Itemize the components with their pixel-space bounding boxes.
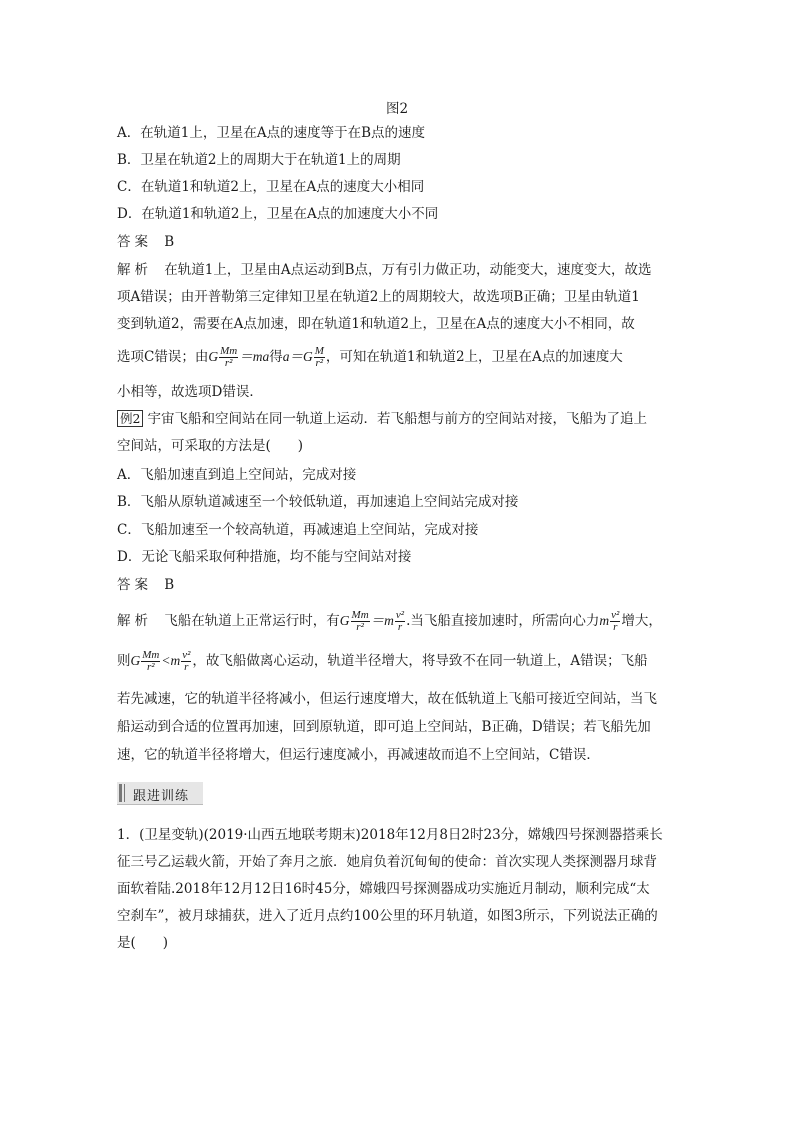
analysis-label: 解析 [117,613,152,629]
follow-q1-line-2: 征三号乙运载火箭，开始了奔月之旅．她肩负着沉甸甸的使命：首次实现人类探测器月球背 [117,854,657,870]
follow-q1-line-3: 面软着陆.2018年12月12日16时45分，嫦娥四号探测器成功实施近月制动，顺利完成“太 [117,881,650,897]
q1-analysis-line-2: 项A错误；由开普勒第三定律知卫星在轨道2上的周期较大，故选项B正确；卫星由轨道1 [117,289,640,305]
ex2-option-c: C．飞船加速至一个较高轨道，再减速追上空间站，完成对接 [117,522,479,538]
ex2-analysis-line-1 [117,608,662,634]
answer-value: B [164,577,175,593]
answer-label: 答案 [117,234,152,250]
figure-caption: 图2 [385,101,409,117]
analysis-text: ，故飞船做离心运动，轨道半径增大，将导致不在同一轨道上，A错误；飞船 [192,653,648,669]
ex2-stem-line-1 [117,410,647,428]
ex2-analysis-line-2 [117,648,648,674]
formula-fraction-m-r2 [314,346,325,369]
formula-fraction-mm-r2 [219,346,238,369]
frac-den: r² [315,357,324,369]
frac-num: v² [611,609,620,621]
analysis-text: 则 [117,653,131,669]
frac-den: r² [224,357,233,369]
analysis-text: 选项C错误；由 [117,349,209,365]
frac-num: Mm [142,649,160,661]
frac-den: r² [147,661,155,673]
analysis-label: 解析 [117,262,152,278]
formula-g: G [339,613,350,628]
q1-analysis-line-3: 变到轨道2，需要在A点加速，即在轨道1和轨道2上，卫星在A点的速度大小不相同，故 [117,316,635,332]
ex2-option-d: D．无论飞船采取何种措施，均不能与空间站对接 [117,549,412,565]
formula-eq-m: ＝m [370,613,394,628]
formula-fraction-mm-r2 [351,610,370,633]
section-title: 跟进训练 [133,789,190,804]
ex2-stem-line-2: 空间站，可采取的方法是( ) [117,438,304,454]
frac-den: r [184,661,189,673]
frac-num: Mm [351,609,369,621]
ex2-analysis-line-5: 速，它的轨道半径将增大，但运行速度减小，再减速故而追不上空间站，C错误． [117,747,600,763]
frac-num: Mm [220,345,238,357]
q1-analysis-line-5: 小相等，故选项D错误． [117,384,263,400]
formula-a-eq-g: a＝G [282,349,313,364]
q1-option-a: A．在轨道1上，卫星在A点的速度等于在B点的速度 [117,125,426,141]
follow-q1-line-5: 是( ) [117,935,169,951]
follow-q1-line-4: 空刹车”，被月球捕获，进入了近月点约100公里的环月轨道，如图3所示，下列说法正确的 [117,908,658,924]
example-tag: 例2 [117,410,143,427]
formula-fraction-v2-r [610,610,620,633]
stem-text: 宇宙飞船和空间站在同一轨道上运动．若飞船想与前方的空间站对接，飞船为了追上 [147,411,647,427]
analysis-text: 飞船在轨道上正常运行时，有 [164,613,340,629]
section-header [117,782,203,805]
section-bar-icon [119,784,122,802]
frac-den: r [397,621,403,633]
frac-num: v² [182,649,191,661]
formula-eq-ma: ＝ma [239,349,270,364]
ex2-analysis-line-3: 若先减速，它的轨道半径将减小，但运行速度增大，故在低轨道上飞船可接近空间站，当飞 [117,691,657,707]
q1-option-c: C．在轨道1和轨道2上，卫星在A点的速度大小相同 [117,179,425,195]
q1-option-b: B．卫星在轨道2上的周期大于在轨道1上的周期 [117,152,401,168]
frac-den: r² [356,621,364,633]
analysis-text: .当飞船直接加速时，所需向心力 [406,613,600,629]
analysis-text: 得 [269,349,283,365]
formula-m: m [599,613,610,628]
follow-q1-line-1: 1．(卫星变轨)(2019·山西五地联考期末)2018年12月8日2时23分，嫦娥四号探测器搭乘长 [117,827,663,843]
ex2-analysis-line-4: 船运动到合适的位置再加速，回到原轨道，即可追上空间站，B正确，D错误；若飞船先加 [117,719,651,735]
ex2-answer [117,576,174,594]
ex2-option-a: A．飞船加速直到追上空间站，完成对接 [117,467,357,483]
analysis-text: 在轨道1上，卫星由A点运动到B点，万有引力做正功，动能变大，速度变大，故选 [164,262,652,278]
q1-option-d: D．在轨道1和轨道2上，卫星在A点的加速度大小不同 [117,206,439,222]
q1-answer [117,233,174,251]
frac-num: v² [395,609,405,621]
analysis-text: 增大， [621,613,662,629]
formula-lt-m: <m [161,653,181,668]
answer-value: B [164,234,175,250]
section-bar-icon [124,784,125,802]
frac-num: M [314,345,324,357]
ex2-option-b: B．飞船从原轨道减速至一个较低轨道，再加速追上空间站完成对接 [117,494,519,510]
answer-label: 答案 [117,577,152,593]
formula-g: G [130,653,141,668]
formula-g: G [208,349,219,364]
formula-fraction-mm-r2 [141,650,160,673]
formula-fraction-v2-r [395,610,405,633]
q1-analysis-line-1 [117,261,652,279]
analysis-text: ，可知在轨道1和轨道2上，卫星在A点的加速度大 [325,349,623,365]
q1-analysis-line-4 [117,344,623,370]
formula-fraction-v2-r [181,650,191,673]
frac-den: r [613,621,618,633]
